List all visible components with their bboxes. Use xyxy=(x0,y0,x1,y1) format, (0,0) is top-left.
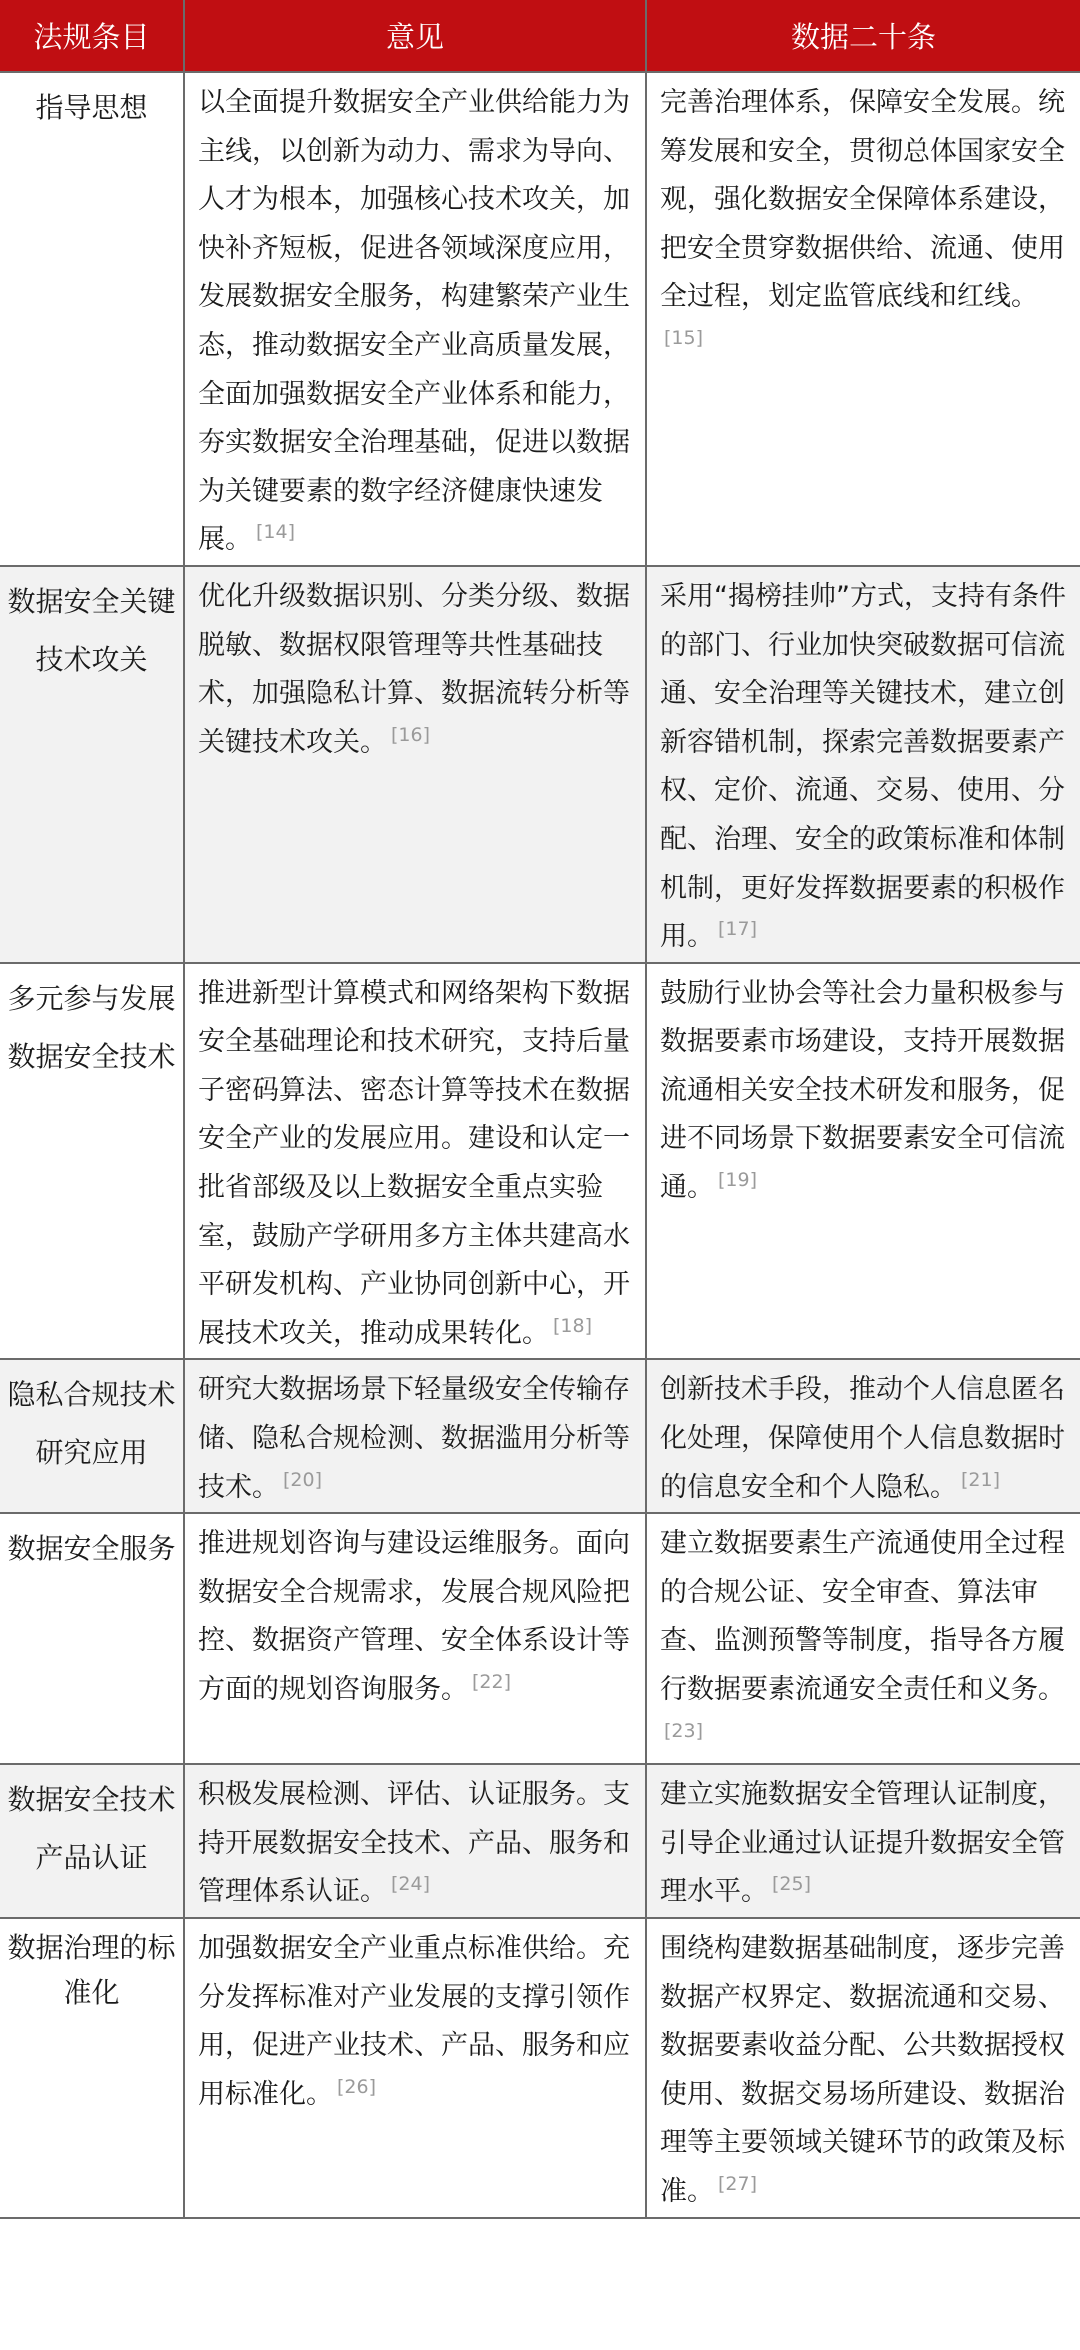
citation-ref[interactable]: [15] xyxy=(664,326,704,349)
opinion-cell xyxy=(184,1918,646,2218)
citation-ref[interactable]: [18] xyxy=(553,1314,593,1337)
twenty-cell xyxy=(646,1513,1080,1764)
twenty-text: 完善治理体系，保障安全发展。统筹发展和安全，贯彻总体国家安全观，强化数据安全保障体系建设，把安全贯穿数据供给、流通、使用全过程，划定监管底线和红线。 xyxy=(660,87,1065,313)
twenty-cell xyxy=(646,1918,1080,2218)
opinion-text: 研究大数据场景下轻量级安全传输存储、隐私合规检测、数据滥用分析等技术。 xyxy=(198,1374,630,1503)
citation-ref[interactable]: [26] xyxy=(337,2075,377,2098)
citation-ref[interactable]: [27] xyxy=(718,2172,758,2195)
opinion-text: 积极发展检测、评估、认证服务。支持开展数据安全技术、产品、服务和管理体系认证。 xyxy=(198,1779,630,1908)
citation-ref[interactable]: [17] xyxy=(718,918,758,941)
twenty-text: 鼓励行业协会等社会力量积极参与数据要素市场建设，支持开展数据流通相关安全技术研发和服务，促进不同场景下数据要素安全可信流通。 xyxy=(660,977,1065,1204)
opinion-text: 加强数据安全产业重点标准供给。充分发挥标准对产业发展的支撑引领作用，促进产业技术、产品、服务和应用标准化。 xyxy=(198,1932,630,2110)
twenty-cell xyxy=(646,963,1080,1360)
header-opinion: 意见 xyxy=(184,0,646,72)
row-item: 隐私合规技术研究应用 xyxy=(0,1359,184,1513)
table-row xyxy=(0,1359,1080,1513)
row-item: 数据治理的标准化 xyxy=(0,1918,184,2218)
twenty-cell xyxy=(646,566,1080,963)
citation-ref[interactable]: [22] xyxy=(472,1671,512,1693)
table-row xyxy=(0,1764,1080,1918)
twenty-text: 采用“揭榜挂帅”方式，支持有条件的部门、行业加快突破数据可信流通、安全治理等关键技术，建立创新容错机制，探索完善数据要素产权、定价、流通、交易、使用、分配、治理、安全的政策标准和体制机制，更好发挥数据要素的积极作用。 xyxy=(660,580,1066,953)
twenty-cell xyxy=(646,1359,1080,1513)
row-item: 数据安全技术产品认证 xyxy=(0,1764,184,1918)
citation-ref[interactable]: [24] xyxy=(391,1873,431,1896)
opinion-text: 以全面提升数据安全产业供给能力为主线，以创新为动力、需求为导向、人才为根本，加强核心技术攻关，加快补齐短板，促进各领域深度应用，发展数据安全服务，构建繁荣产业生态，推动数据安全产业高质量发展，全面加强数据安全产业体系和能力，夯实数据安全治理基础，促进以数据为关键要素的数字经济健康快速发展。 xyxy=(198,87,630,556)
table-row xyxy=(0,1513,1080,1764)
twenty-cell xyxy=(646,72,1080,566)
citation-ref[interactable]: [23] xyxy=(664,1719,704,1742)
row-item: 数据安全关键技术攻关 xyxy=(0,566,184,963)
opinion-cell xyxy=(184,72,646,566)
twenty-text: 建立实施数据安全管理认证制度，引导企业通过认证提升数据安全管理水平。 xyxy=(660,1779,1065,1908)
citation-ref[interactable]: [20] xyxy=(283,1468,323,1491)
table-row xyxy=(0,566,1080,963)
table-row xyxy=(0,963,1080,1360)
header-twenty-articles: 数据二十条 xyxy=(646,0,1080,72)
row-item: 指导思想 xyxy=(0,72,184,566)
header-item: 法规条目 xyxy=(0,0,184,72)
citation-ref[interactable]: [25] xyxy=(772,1873,812,1896)
row-item: 多元参与发展数据安全技术 xyxy=(0,963,184,1360)
opinion-cell xyxy=(184,1359,646,1513)
citation-ref[interactable]: [14] xyxy=(256,521,296,544)
table-row xyxy=(0,72,1080,566)
opinion-cell xyxy=(184,1513,646,1764)
citation-ref[interactable]: [16] xyxy=(391,723,431,746)
opinion-cell xyxy=(184,963,646,1360)
row-item: 数据安全服务 xyxy=(0,1513,184,1764)
opinion-cell xyxy=(184,566,646,963)
table-header-row xyxy=(0,0,1080,72)
opinion-text: 推进规划咨询与建设运维服务。面向数据安全合规需求，发展合规风险把控、数据资产管理、安全体系设计等方面的规划咨询服务。 xyxy=(198,1528,630,1705)
opinion-text: 推进新型计算模式和网络架构下数据安全基础理论和技术研究，支持后量子密码算法、密态计算等技术在数据安全产业的发展应用。建设和认定一批省部级及以上数据安全重点实验室，鼓励产学研用多方主体共建高水平研发机构、产业协同创新中心，开展技术攻关，推动成果转化。 xyxy=(198,977,630,1349)
citation-ref[interactable]: [21] xyxy=(961,1468,1001,1491)
opinion-text: 优化升级数据识别、分类分级、数据脱敏、数据权限管理等共性基础技术，加强隐私计算、数据流转分析等关键技术攻关。 xyxy=(198,580,630,758)
twenty-cell xyxy=(646,1764,1080,1918)
opinion-cell xyxy=(184,1764,646,1918)
twenty-text: 围绕构建数据基础制度，逐步完善数据产权界定、数据流通和交易、数据要素收益分配、公共数据授权使用、数据交易场所建设、数据治理等主要领域关键环节的政策及标准。 xyxy=(660,1932,1065,2207)
table-row xyxy=(0,1918,1080,2218)
citation-ref[interactable]: [19] xyxy=(718,1169,758,1192)
twenty-text: 建立数据要素生产流通使用全过程的合规公证、安全审查、算法审查、监测预警等制度，指导各方履行数据要素流通安全责任和义务。 xyxy=(660,1528,1065,1705)
twenty-text: 创新技术手段，推动个人信息匿名化处理，保障使用个人信息数据时的信息安全和个人隐私。 xyxy=(660,1374,1065,1503)
